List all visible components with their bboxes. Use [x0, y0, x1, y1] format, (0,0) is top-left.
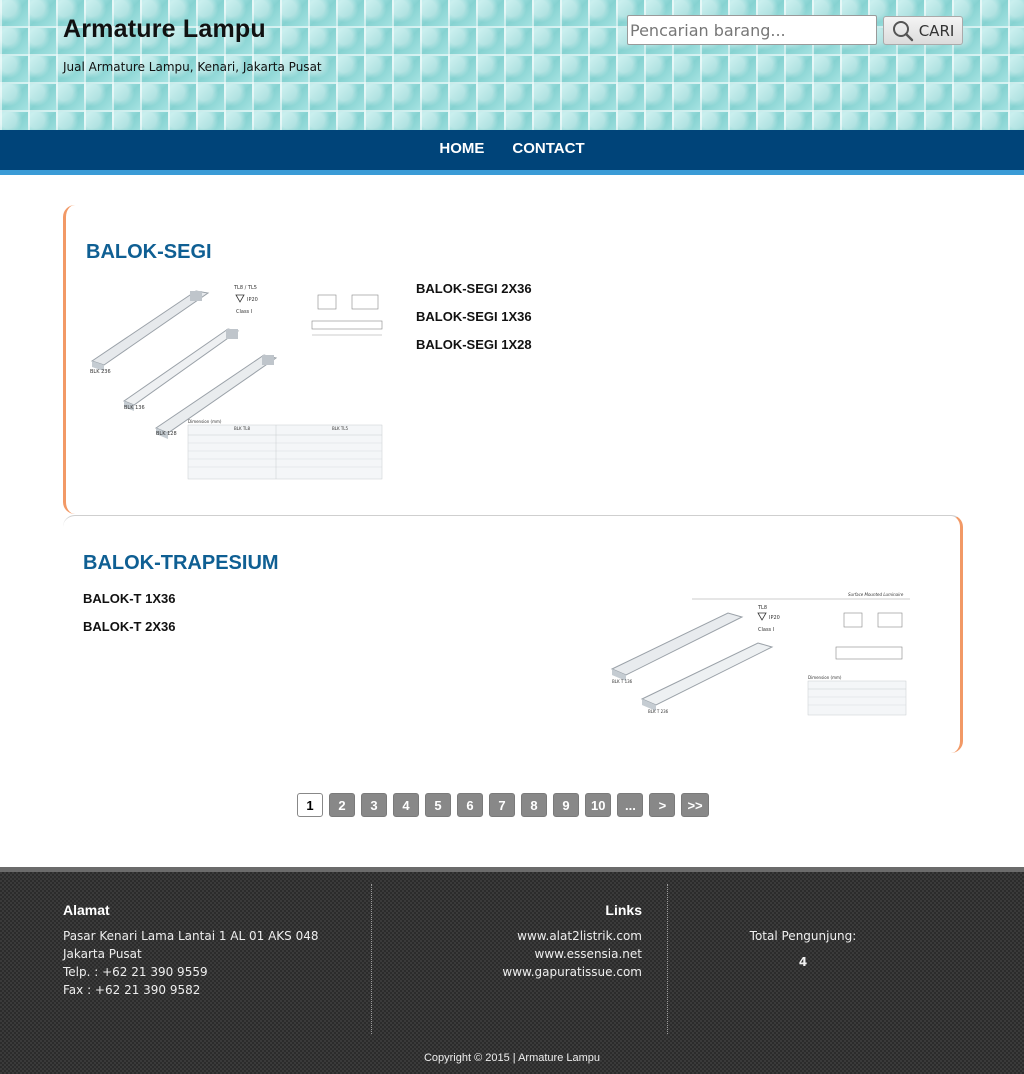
site-footer	[0, 867, 1024, 1074]
spec-ip: IP20	[769, 615, 780, 621]
phone-line: Telp. : +62 21 390 9559	[63, 965, 208, 979]
footer-link-item	[371, 963, 642, 981]
product-card	[63, 205, 963, 514]
page-button[interactable]: 10	[585, 793, 611, 817]
spec-type: TL8	[758, 605, 768, 611]
fixture-label-1: BLK T 136	[612, 679, 633, 684]
list-item	[83, 591, 175, 619]
fixture-label-2: BLK 136	[124, 405, 145, 411]
spec-col-tl8: BLK TL8	[234, 426, 251, 431]
fixture-label-3: BLK 128	[156, 431, 177, 437]
footer-link-item	[371, 927, 642, 945]
footer-links-column	[371, 884, 668, 1034]
page-button[interactable]: 9	[553, 793, 579, 817]
footer-heading-links: Links	[605, 902, 642, 918]
product-card	[63, 515, 963, 753]
nav-item-contact	[498, 130, 598, 170]
page-button-last[interactable]: >>	[681, 793, 708, 817]
spec-class: Class I	[758, 627, 775, 633]
main-navigation	[0, 130, 1024, 175]
product-title[interactable]: BALOK-TRAPESIUM	[83, 552, 279, 574]
search-icon	[892, 20, 914, 42]
nav-link-home[interactable]: HOME	[439, 140, 485, 157]
page-button[interactable]: 4	[393, 793, 419, 817]
footer-heading-address: Alamat	[63, 902, 110, 918]
product-image[interactable]	[86, 283, 386, 481]
visitor-counter-value: 4	[798, 955, 808, 969]
footer-link[interactable]: www.gapuratissue.com	[502, 965, 642, 979]
product-item-link[interactable]: BALOK-SEGI 1X36	[416, 309, 532, 324]
site-description: Jual Armature Lampu, Kenari, Jakarta Pusat	[63, 60, 322, 74]
product-item-link[interactable]: BALOK-T 1X36	[83, 591, 176, 606]
nav-list	[0, 130, 1024, 170]
fax-line: Fax : +62 21 390 9582	[63, 983, 201, 997]
address-line: Jakarta Pusat	[63, 947, 142, 961]
address-line: Pasar Kenari Lama Lantai 1 AL 01 AKS 048	[63, 929, 319, 943]
spec-type: TL8 / TL5	[234, 285, 257, 291]
page-button-next[interactable]: >	[649, 793, 675, 817]
spec-class: Class I	[236, 309, 253, 315]
product-item-link[interactable]: BALOK-T 2X36	[83, 619, 176, 634]
visitor-counter-label: Total Pengunjung:	[749, 929, 857, 943]
spec-col-tl5: BLK TL5	[332, 426, 349, 431]
page-button[interactable]: 6	[457, 793, 483, 817]
product-item-list	[83, 591, 175, 647]
footer-address-column	[63, 884, 372, 1034]
page-button-current[interactable]: 1	[297, 793, 323, 817]
page-button[interactable]: 5	[425, 793, 451, 817]
nav-item-home	[425, 130, 498, 170]
footer-visitor-column	[668, 884, 938, 1034]
page-button[interactable]: 3	[361, 793, 387, 817]
site-title[interactable]: Armature Lampu	[63, 15, 266, 43]
footer-link[interactable]: www.essensia.net	[534, 947, 642, 961]
spec-subtitle: Surface Mounted Luminaire	[848, 592, 904, 597]
list-item	[416, 309, 532, 337]
footer-link-item	[371, 945, 642, 963]
spec-ip: IP20	[247, 297, 258, 303]
pagination	[297, 793, 709, 817]
product-item-link[interactable]: BALOK-SEGI 2X36	[416, 281, 532, 296]
page-button[interactable]: 2	[329, 793, 355, 817]
search-button-label: CARI	[918, 21, 955, 40]
page-button-ellipsis[interactable]: ...	[617, 793, 643, 817]
page-button[interactable]: 7	[489, 793, 515, 817]
list-item	[83, 619, 175, 647]
product-item-list	[416, 281, 532, 365]
site-header	[0, 0, 1024, 130]
search-button[interactable]	[883, 16, 963, 45]
spec-dimension: Dimension (mm)	[808, 675, 842, 680]
list-item	[416, 281, 532, 309]
product-image[interactable]	[608, 589, 913, 721]
page-button[interactable]: 8	[521, 793, 547, 817]
nav-link-contact[interactable]: CONTACT	[512, 140, 585, 157]
footer-link[interactable]: www.alat2listrik.com	[517, 929, 642, 943]
list-item	[416, 337, 532, 365]
fixture-label-1: BLK 236	[90, 369, 111, 375]
copyright-text: Copyright © 2015 | Armature Lampu	[423, 1052, 601, 1064]
product-item-link[interactable]: BALOK-SEGI 1X28	[416, 337, 532, 352]
product-title[interactable]: BALOK-SEGI	[86, 241, 212, 263]
search-input[interactable]	[627, 15, 877, 45]
spec-dimension: Dimension (mm)	[188, 419, 222, 424]
fixture-label-2: BLK T 236	[648, 709, 669, 714]
